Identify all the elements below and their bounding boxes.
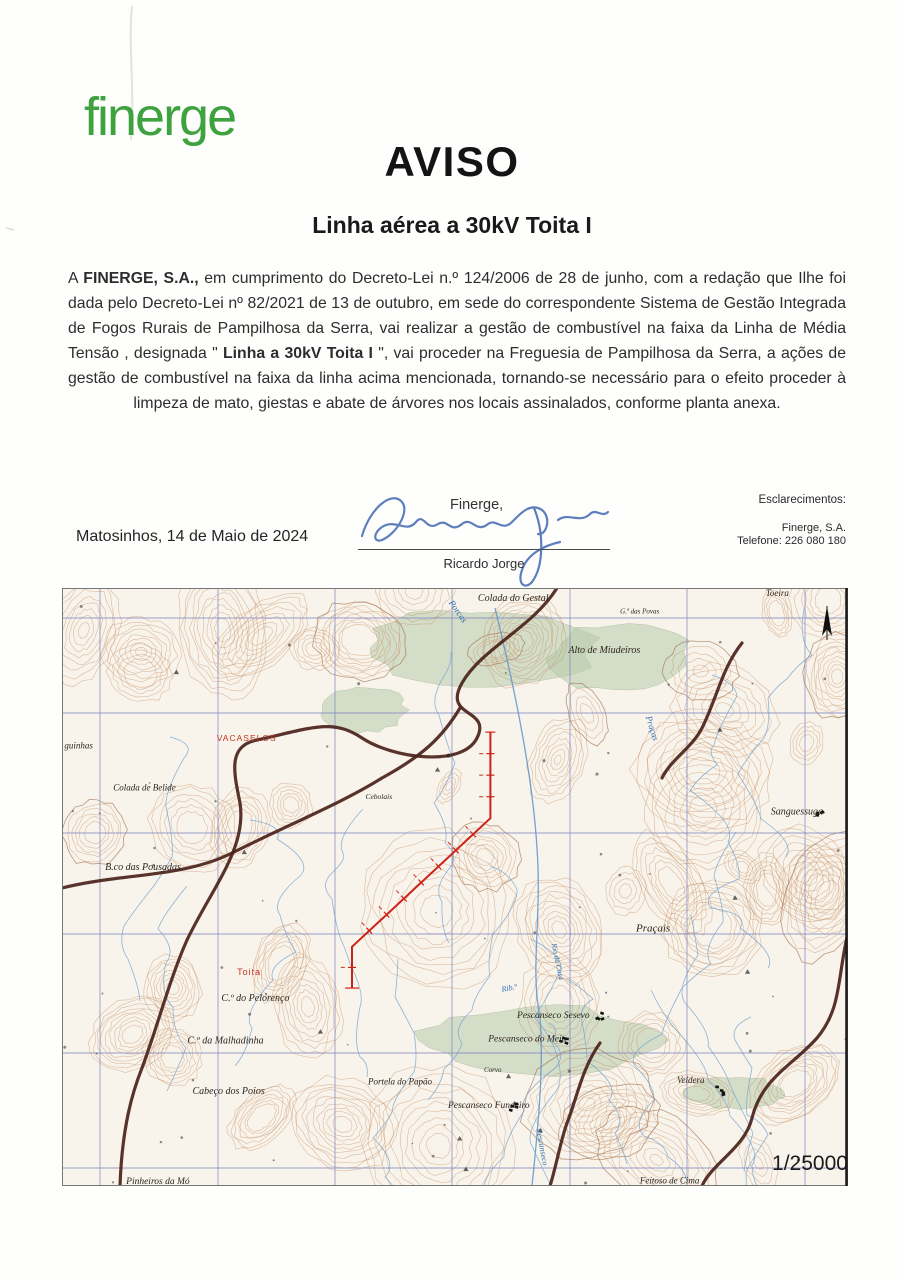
handwritten-signature: [352, 478, 620, 590]
signature-line: [358, 549, 610, 550]
contact-block: [737, 494, 846, 547]
map-label-portela-do-papao: Portela do Papão: [368, 1076, 432, 1087]
map-label-pescanseco-do-meio: Pescanseco do Meio: [488, 1034, 567, 1045]
map-label-vacaselos: VACASELOS: [216, 732, 277, 743]
map-label-pescanseco-sesevo: Pescanseco Sesevo: [517, 1010, 590, 1021]
map-label-veldera: Veldera: [677, 1074, 705, 1085]
contact-heading: Esclarecimentos:: [758, 494, 846, 506]
map-label-rio-da-casa: Rio da Casa: [549, 942, 567, 981]
place-date: Matosinhos, 14 de Maio de 2024: [76, 528, 309, 545]
map-label-porcas-river: Porcas: [446, 598, 470, 625]
signer-name: Ricardo Jorge: [443, 556, 525, 571]
body-paragraph: A FINERGE, S.A., em cumprimento do Decreto-Lei n.º 124/2006 de 28 de junho, com a redação que Ilhe foi dada pelo Decreto-Lei nº 82/2021 de 13 de outubro, em sede do correspondente Sistema de Gestão Integrada de Fogos Rurais de Pampilhosa da Serra, vai realizar a gestão de combustível na faixa da Linha de Média Tensão , designada " Linha a 30kV Toita I ", vai proceder na Freguesia de Pampilhosa da Serra, a ações de gestão de combustível na faixa da linha acima mencionada, tornando-se necessário para o efeito proceder à limpeza de mato, giestas e abate de árvores nos locais assinalados, conforme planta anexa.: [68, 270, 846, 412]
topographic-map: [62, 588, 848, 1186]
map-label-colada-de-belide: Colada de Belide: [113, 782, 176, 793]
map-label-g-das-povas: G.ª das Povas: [620, 607, 660, 616]
finerge-logo: finerge: [84, 87, 236, 147]
document-subtitle: Linha aérea a 30kV Toita I: [312, 212, 592, 238]
map-label-pescanseco-fundeiro: Pescanseco Fundeiro: [447, 1101, 530, 1112]
map-label-guinhas: guinhas: [64, 740, 93, 751]
contact-phone: Telefone: 226 080 180: [737, 535, 846, 547]
map-label-pescanseco-river: Pescanseco: [534, 1127, 550, 1167]
map-label-pinheiros-da-mo: Pinheiros da Mó: [126, 1176, 190, 1186]
map-scale-label: 1/25000: [772, 1152, 848, 1175]
map-label-co-da-malhadinha: C.º da Malhadinha: [187, 1035, 264, 1047]
signature-company-label: Finerge,: [450, 497, 504, 513]
map-label-co-do-pelorenco: C.º do Pelorenço: [221, 993, 290, 1005]
map-label-pracas-river: Praças: [643, 714, 662, 742]
map-label-alto-de-miudeiros: Alto de Miudeiros: [568, 645, 641, 657]
map-label-cebolais: Cebolais: [365, 792, 393, 802]
map-label-bco-das-pousadas: B.co das Pousadas: [105, 862, 181, 874]
map-label-toeira: Toeira: [765, 588, 789, 599]
map-label-toita: Toita: [237, 966, 262, 977]
contact-company: Finerge, S.A.: [781, 522, 846, 534]
map-label-cabeco-dos-poios: Cabeço dos Poios: [192, 1085, 265, 1097]
topographic-map-svg: [62, 588, 848, 1186]
document-title: AVISO: [384, 138, 520, 185]
map-label-colada-do-gestal: Colada do Gestal: [477, 593, 549, 605]
map-label-pracais: Praçais: [635, 922, 671, 935]
map-label-feitoso-de-cima: Feitoso de Cima: [639, 1175, 700, 1186]
map-label-rib-a: Rib.ª: [500, 982, 518, 994]
map-label-sanguessuga: Sanguessuga: [770, 806, 824, 818]
map-label-corvo: Corvo: [483, 1066, 502, 1075]
